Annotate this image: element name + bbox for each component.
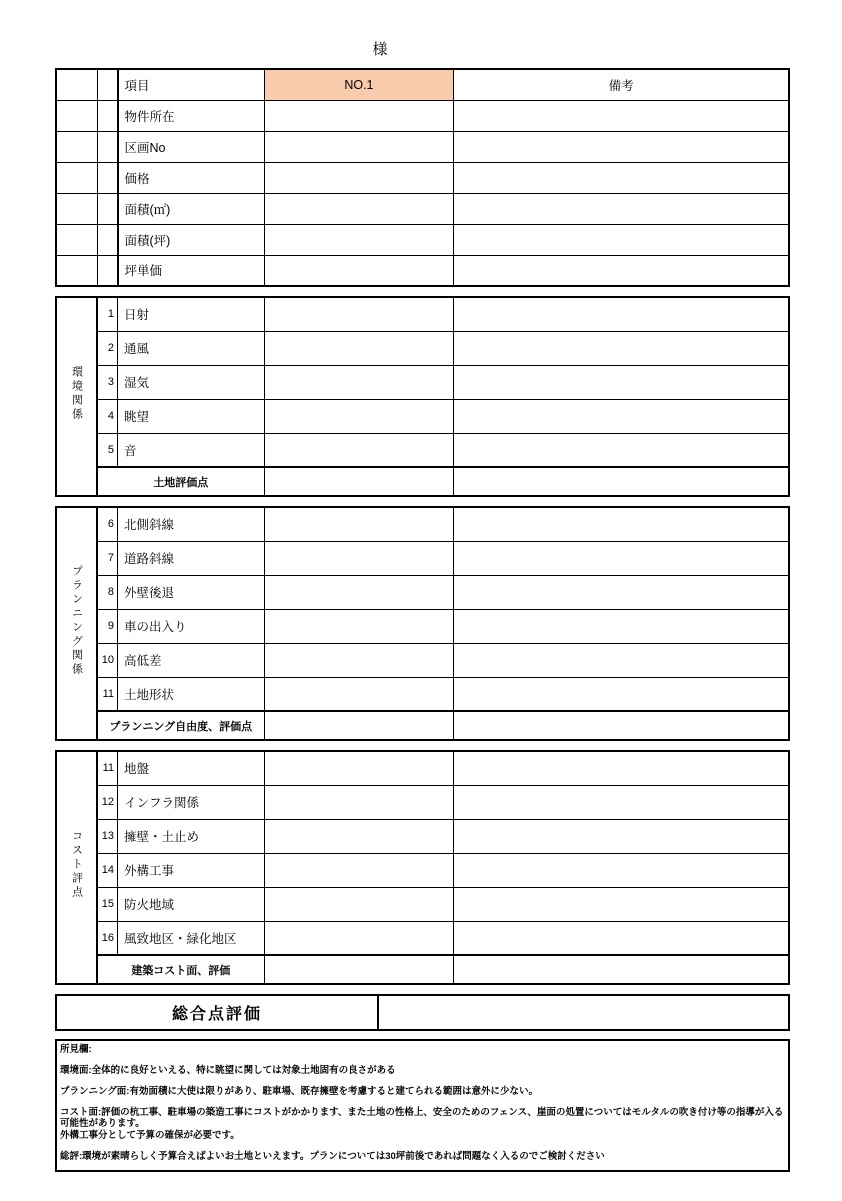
remarks-value-cell[interactable] [454, 575, 789, 609]
no1-value-cell[interactable] [264, 853, 454, 887]
table-row [56, 331, 789, 365]
no1-value-cell[interactable] [264, 609, 454, 643]
no1-value-cell[interactable] [264, 575, 454, 609]
row-label: 地盤 [118, 751, 265, 785]
section-title: コスト評点 [70, 830, 83, 900]
spacer-cell [97, 69, 118, 100]
no1-value-cell[interactable] [264, 643, 454, 677]
no1-value-cell[interactable] [264, 365, 454, 399]
row-label: 外壁後退 [118, 575, 265, 609]
spacer-cell [56, 193, 97, 224]
spacer-cell [97, 255, 118, 286]
row-number: 9 [97, 609, 118, 643]
comment-line-overall: 総評:環境が素晴らしく予算合えばよいお土地といえます。プランについては30坪前後であれば問題なく入るのでご検討ください [60, 1150, 605, 1162]
table-row [56, 297, 789, 331]
section-title-cell [56, 297, 97, 496]
row-label: 外構工事 [118, 853, 265, 887]
summary-row [56, 955, 789, 984]
row-label: 区画No [118, 131, 265, 162]
remarks-value-cell[interactable] [454, 921, 789, 955]
column-header-remarks: 備考 [454, 69, 789, 100]
remarks-summary-cell[interactable] [454, 955, 789, 984]
row-number: 12 [97, 785, 118, 819]
comment-line-cost: コスト面:評価の杭工事、駐車場の築造工事にコストがかかります、また土地の性格上、安全のためのフェンス、崖面の処置についてはモルタルの吹き付け等の指導が入る可能性があります。 [60, 1106, 784, 1129]
total-score-value-cell[interactable] [379, 996, 788, 1029]
spacer-cell [97, 162, 118, 193]
row-number: 10 [97, 643, 118, 677]
table-row [56, 433, 789, 467]
section-title: 環境関係 [70, 366, 83, 422]
no1-value-cell[interactable] [264, 921, 454, 955]
row-label: 防火地域 [118, 887, 265, 921]
row-number: 15 [97, 887, 118, 921]
no1-value-cell[interactable] [264, 433, 454, 467]
row-label: 眺望 [118, 399, 265, 433]
spacer-cell [56, 224, 97, 255]
table-row [56, 365, 789, 399]
spacer-cell [56, 69, 97, 100]
table-row [56, 541, 789, 575]
remarks-summary-cell[interactable] [454, 467, 789, 496]
table-row [56, 399, 789, 433]
remarks-value-cell[interactable] [454, 541, 789, 575]
remarks-value-cell[interactable] [454, 255, 789, 286]
no1-summary-cell[interactable] [264, 955, 454, 984]
no1-value-cell[interactable] [264, 541, 454, 575]
spacer-cell [56, 255, 97, 286]
spacer-cell [97, 224, 118, 255]
table-row [56, 69, 789, 100]
row-label: 車の出入り [118, 609, 265, 643]
table-row [56, 575, 789, 609]
summary-row [56, 467, 789, 496]
remarks-value-cell[interactable] [454, 785, 789, 819]
row-label: 北側斜線 [118, 507, 265, 541]
spacer-cell [97, 193, 118, 224]
table-row [56, 224, 789, 255]
row-number: 1 [97, 297, 118, 331]
summary-label: 土地評価点 [97, 467, 264, 496]
table-row [56, 131, 789, 162]
section-title: プランニング関係 [70, 565, 83, 677]
no1-value-cell[interactable] [264, 751, 454, 785]
remarks-value-cell[interactable] [454, 609, 789, 643]
row-label: 風致地区・緑化地区 [118, 921, 265, 955]
no1-value-cell[interactable] [264, 785, 454, 819]
row-number: 13 [97, 819, 118, 853]
property-info-table [55, 68, 790, 287]
remarks-value-cell[interactable] [454, 131, 789, 162]
spacer-cell [97, 131, 118, 162]
spacer-cell [56, 100, 97, 131]
row-label: 価格 [118, 162, 265, 193]
table-row [56, 162, 789, 193]
column-header-no1[interactable]: NO.1 [264, 69, 454, 100]
row-number: 11 [97, 751, 118, 785]
table-row [56, 609, 789, 643]
row-number: 8 [97, 575, 118, 609]
table-row [56, 853, 789, 887]
table-row [56, 921, 789, 955]
remarks-value-cell[interactable] [454, 433, 789, 467]
spacer-cell [97, 100, 118, 131]
no1-value-cell[interactable] [264, 224, 454, 255]
row-number: 3 [97, 365, 118, 399]
table-row [56, 677, 789, 711]
remarks-value-cell[interactable] [454, 677, 789, 711]
section-title-cell [56, 507, 97, 740]
row-number: 16 [97, 921, 118, 955]
remarks-value-cell[interactable] [454, 100, 789, 131]
row-label: 高低差 [118, 643, 265, 677]
row-label: インフラ関係 [118, 785, 265, 819]
comment-line-cost-2: 外構工事分として予算の確保が必要です。 [60, 1129, 240, 1141]
row-label: 道路斜線 [118, 541, 265, 575]
row-label: 音 [118, 433, 265, 467]
no1-value-cell[interactable] [264, 677, 454, 711]
table-row [56, 100, 789, 131]
no1-value-cell[interactable] [264, 819, 454, 853]
row-number: 2 [97, 331, 118, 365]
row-label: 日射 [118, 297, 265, 331]
table-row [56, 507, 789, 541]
no1-value-cell[interactable] [264, 131, 454, 162]
no1-value-cell[interactable] [264, 100, 454, 131]
remarks-value-cell[interactable] [454, 751, 789, 785]
comment-line-planning: プランニング面:有効面積に大使は限りがあり、駐車場、既存擁壁を考慮すると建てられる範囲は意外に少ない。 [60, 1085, 538, 1097]
row-number: 6 [97, 507, 118, 541]
section-cost [55, 750, 790, 985]
row-label: 坪単価 [118, 255, 265, 286]
row-label: 通風 [118, 331, 265, 365]
remarks-value-cell[interactable] [454, 507, 789, 541]
row-label: 物件所在 [118, 100, 265, 131]
remarks-value-cell[interactable] [454, 162, 789, 193]
remarks-value-cell[interactable] [454, 193, 789, 224]
table-row [56, 193, 789, 224]
spacer-cell [56, 162, 97, 193]
addressee-suffix: 様 [372, 41, 388, 58]
total-score-label: 総合点評価 [57, 996, 379, 1029]
row-number: 14 [97, 853, 118, 887]
evaluation-sheet [55, 68, 790, 1172]
row-label: 擁壁・土止め [118, 819, 265, 853]
total-score-row [55, 994, 790, 1031]
comment-line-environment: 環境面:全体的に良好といえる、特に眺望に関しては対象土地固有の良さがある [60, 1064, 396, 1076]
row-label: 面積(坪) [118, 224, 265, 255]
remarks-value-cell[interactable] [454, 297, 789, 331]
comments-heading: 所見欄: [60, 1044, 92, 1055]
table-row [56, 643, 789, 677]
table-row [56, 819, 789, 853]
remarks-value-cell[interactable] [454, 853, 789, 887]
table-row [56, 751, 789, 785]
remarks-value-cell[interactable] [454, 331, 789, 365]
column-header-item: 項目 [118, 69, 265, 100]
no1-value-cell[interactable] [264, 887, 454, 921]
section-title-cell [56, 751, 97, 984]
no1-value-cell[interactable] [264, 255, 454, 286]
row-label: 湿気 [118, 365, 265, 399]
no1-summary-cell[interactable] [264, 711, 454, 740]
comments-box [55, 1039, 790, 1172]
row-label: 面積(㎡) [118, 193, 265, 224]
remarks-value-cell[interactable] [454, 643, 789, 677]
row-number: 11 [97, 677, 118, 711]
table-row [56, 785, 789, 819]
no1-value-cell[interactable] [264, 297, 454, 331]
no1-value-cell[interactable] [264, 193, 454, 224]
no1-value-cell[interactable] [264, 162, 454, 193]
no1-value-cell[interactable] [264, 331, 454, 365]
row-number: 5 [97, 433, 118, 467]
row-number: 4 [97, 399, 118, 433]
remarks-value-cell[interactable] [454, 819, 789, 853]
row-label: 土地形状 [118, 677, 265, 711]
remarks-value-cell[interactable] [454, 224, 789, 255]
section-environment [55, 296, 790, 497]
summary-label: プランニング自由度、評価点 [97, 711, 264, 740]
remarks-value-cell[interactable] [454, 399, 789, 433]
table-row [56, 887, 789, 921]
spacer-cell [56, 131, 97, 162]
no1-value-cell[interactable] [264, 507, 454, 541]
section-planning [55, 506, 790, 741]
summary-label: 建築コスト面、評価 [97, 955, 264, 984]
remarks-summary-cell[interactable] [454, 711, 789, 740]
remarks-value-cell[interactable] [454, 887, 789, 921]
remarks-value-cell[interactable] [454, 365, 789, 399]
no1-summary-cell[interactable] [264, 467, 454, 496]
row-number: 7 [97, 541, 118, 575]
no1-value-cell[interactable] [264, 399, 454, 433]
summary-row [56, 711, 789, 740]
table-row [56, 255, 789, 286]
